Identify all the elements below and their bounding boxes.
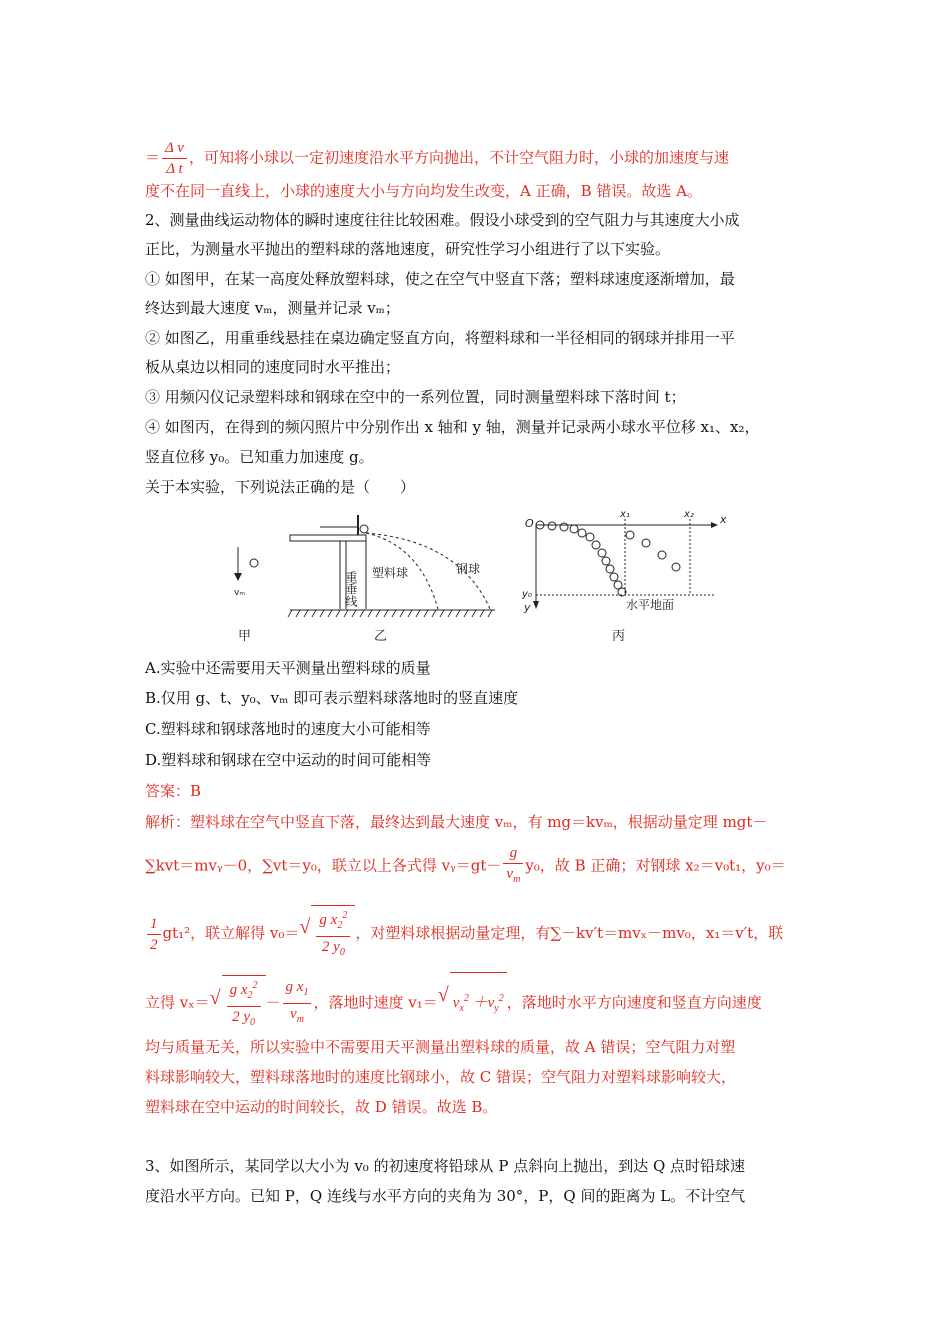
y-axis-label: y bbox=[524, 601, 531, 614]
analysis-line2: ∑kvt＝mvᵧ－0，∑vt＝y₀，联立以上各式得 vᵧ＝gt－ $\frac{g}{v_m}$ y₀，故 B 正确；对钢球 x₂＝v₀t₁，y₀＝ bbox=[145, 845, 786, 885]
q3-line1: 3、如图所示，某同学以大小为 v₀ 的初速度将铅球从 P 点斜向上抛出，到达 Q 点时铅球速 bbox=[145, 1157, 746, 1175]
q2-step3: ③ 用频闪仪记录塑料球和钢球在空中的一系列位置，同时测量塑料球下落时间 t； bbox=[145, 388, 686, 406]
option-a: A.实验中还需要用天平测量出塑料球的质量 bbox=[145, 659, 431, 677]
ground-label: 水平地面 bbox=[626, 598, 675, 612]
y-axis-arrow bbox=[533, 601, 539, 609]
origin-label: O bbox=[525, 517, 534, 530]
answer: 答案：B bbox=[145, 782, 202, 800]
analysis-line5: 均与质量无关，所以实验中不需要用天平测量出塑料球的质量，故 A 错误；空气阻力对塑 bbox=[145, 1038, 736, 1056]
analysis-line3: $\frac{1}{2}$ gt₁²，联立解得 v₀＝ √ $\frac{g x_2^2}{2 y_0}$ ，对塑料球根据动量定理，有∑－kv′t＝mvₓ－mv₀，x₁＝v′t，联 bbox=[145, 905, 810, 963]
analysis-line6: 料球影响较大，塑料球落地时的速度比钢球小，故 C 错误；空气阻力对塑料球影响较大， bbox=[145, 1068, 737, 1086]
q2-step1-line1: ① 如图甲，在某一高度处释放塑料球，使之在空气中竖直下落；塑料球速度逐渐增加，最 bbox=[145, 270, 735, 288]
fig-label-jia: 甲 bbox=[238, 629, 252, 644]
x1-label: x₁ bbox=[620, 509, 630, 520]
y0-label: y₀ bbox=[522, 589, 532, 600]
q2-stem-line1: 2、测量曲线运动物体的瞬时速度往往比较困难。假设小球受到的空气阻力与其速度大小成 bbox=[145, 211, 740, 229]
q1-tail-line2: 度不在同一直线上，小球的速度大小与方向均发生改变，A 正确，B 错误。故选 A。 bbox=[145, 182, 702, 200]
q2-stem-line2: 正比，为测量水平抛出的塑料球的落地速度，研究性学习小组进行了以下实验。 bbox=[145, 240, 671, 258]
x-axis-arrow bbox=[711, 522, 718, 528]
plastic-ball-track bbox=[536, 521, 626, 596]
vm-arrow-head bbox=[234, 573, 242, 581]
plastic-ball-label: 塑料球 bbox=[372, 566, 409, 580]
q2-question: 关于本实验，下列说法正确的是（ ） bbox=[145, 478, 416, 496]
vm-label: vₘ bbox=[234, 588, 245, 598]
q2-step1-line2: 终达到最大速度 vₘ，测量并记录 vₘ； bbox=[145, 299, 400, 317]
steel-ball-label: 钢球 bbox=[456, 562, 481, 576]
fig-label-bing: 丙 bbox=[612, 629, 626, 644]
steel-ball-track bbox=[626, 531, 680, 571]
q2-step2-line2: 板从桌边以相同的速度同时水平推出； bbox=[145, 358, 401, 376]
x2-label: x₂ bbox=[684, 509, 694, 520]
option-c: C.塑料球和钢球落地时的速度大小可能相等 bbox=[145, 720, 431, 738]
experiment-figure bbox=[220, 505, 740, 655]
q2-step4-line2: 竖直位移 y₀。已知重力加速度 g。 bbox=[145, 448, 374, 466]
analysis-line1: 解析：塑料球在空气中竖直下落，最终达到最大速度 vₘ，有 mg＝kvₘ，根据动量定理 mgt－ bbox=[145, 813, 768, 831]
q1-tail-line1: ＝ $\frac{\text{Δ v}}{\text{Δ t}}$ ，可知将小球以一定初速度沿水平方向抛出，不计空气阻力时，小球的加速度与速 bbox=[145, 140, 729, 177]
ball-start bbox=[360, 525, 368, 533]
option-b: B.仅用 g、t、y₀、vₘ 即可表示塑料球落地时的竖直速度 bbox=[145, 689, 519, 707]
q3-line2: 度沿水平方向。已知 P，Q 连线与水平方向的夹角为 30°，P，Q 间的距离为 L。不计空气 bbox=[145, 1187, 746, 1205]
fig-label-yi: 乙 bbox=[374, 629, 388, 644]
plumb-line-label: 重垂线 bbox=[344, 571, 358, 607]
option-d: D.塑料球和钢球在空中运动的时间可能相等 bbox=[145, 751, 432, 769]
table-top bbox=[290, 535, 366, 541]
falling-ball bbox=[250, 559, 258, 567]
x-axis-label: x bbox=[720, 513, 727, 526]
q2-step2-line1: ② 如图乙，用重垂线悬挂在桌边确定竖直方向，将塑料球和一半径相同的钢球并排用一平 bbox=[145, 329, 735, 347]
ground-hatch bbox=[288, 610, 492, 617]
analysis-line4: 立得 vₓ＝ √ $\frac{g x_2^2}{2 y_0}$ － $\frac{g x_1}{v_m}$ ，落地时速度 v₁＝√ $v_x^2 +v_y^2$ ，落地时水平方向速度和竖直方向速度 bbox=[145, 972, 810, 1035]
analysis-line7: 塑料球在空中运动的时间较长，故 D 错误。故选 B。 bbox=[145, 1098, 498, 1116]
q2-step4-line1: ④ 如图丙，在得到的频闪照片中分别作出 x 轴和 y 轴，测量并记录两小球水平位移 x₁、x₂， bbox=[145, 418, 760, 436]
experiment-diagram bbox=[220, 505, 740, 655]
